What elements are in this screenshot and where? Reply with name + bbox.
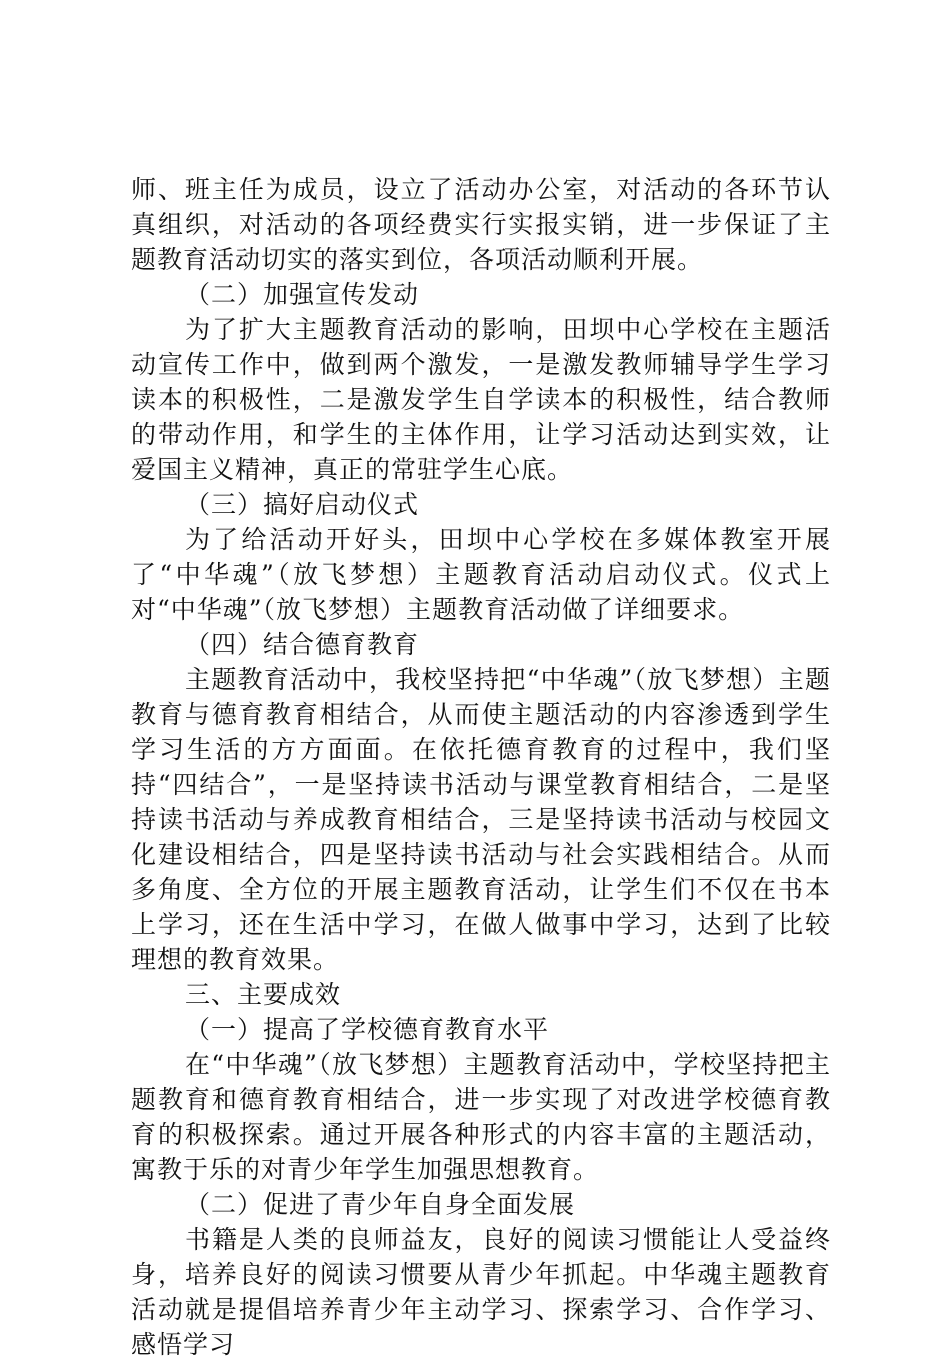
paragraph-youth-development: 书籍是人类的良师益友，良好的阅读习惯能让人受益终身，培养良好的阅读习惯要从青少年抓起。中华魂主题教育活动就是提倡培养青少年主动学习、探索学习、合作学习、感悟学习 [131,1225,831,1359]
paragraph-continuation: 师、班主任为成员，设立了活动办公室，对活动的各环节认真组织，对活动的各项经费实行实报实销，进一步保证了主题教育活动切实的落实到位，各项活动顺利开展。 [131,175,831,274]
section-heading-youth-development: （二）促进了青少年自身全面发展 [185,1190,576,1219]
section-heading-improve-level: （一）提高了学校德育教育水平 [185,1015,550,1044]
chapter-heading-results: 三、主要成效 [185,980,342,1009]
paragraph-publicity: 为了扩大主题教育活动的影响，田坝中心学校在主题活动宣传工作中，做到两个激发，一是激发教师辅导学生学习读本的积极性，二是激发学生自学读本的积极性，结合教师的带动作用，和学生的主体作用，让学习活动达到实效，让爱国主义精神，真正的常驻学生心底。 [131,315,831,484]
section-heading-moral-education: （四）结合德育教育 [185,630,420,659]
paragraph-moral-education: 主题教育活动中，我校坚持把“中华魂”（放飞梦想）主题教育与德育教育相结合，从而使主题活动的内容渗透到学生学习生活的方方面面。在依托德育教育的过程中，我们坚持“四结合”，一是坚持读书活动与课堂教育相结合，二是坚持读书活动与养成教育相结合，三是坚持读书活动与校园文化建设相结合，四是坚持读书活动与社会实践相结合。从而多角度、全方位的开展主题教育活动，让学生们不仅在书本上学习，还在生活中学习，在做人做事中学习，达到了比较理想的教育效果。 [131,665,831,974]
section-heading-publicity: （二）加强宣传发动 [185,280,420,309]
paragraph-improve-level: 在“中华魂”（放飞梦想）主题教育活动中，学校坚持把主题教育和德育教育相结合，进一步实现了对改进学校德育教育的积极探索。通过开展各种形式的内容丰富的主题活动，寓教于乐的对青少年学生加强思想教育。 [131,1050,831,1184]
section-heading-launch: （三）搞好启动仪式 [185,490,420,519]
paragraph-launch: 为了给活动开好头，田坝中心学校在多媒体教室开展了“中华魂”（放飞梦想）主题教育活动启动仪式。仪式上对“中华魂”（放飞梦想）主题教育活动做了详细要求。 [131,525,831,624]
document-body [131,172,831,1362]
